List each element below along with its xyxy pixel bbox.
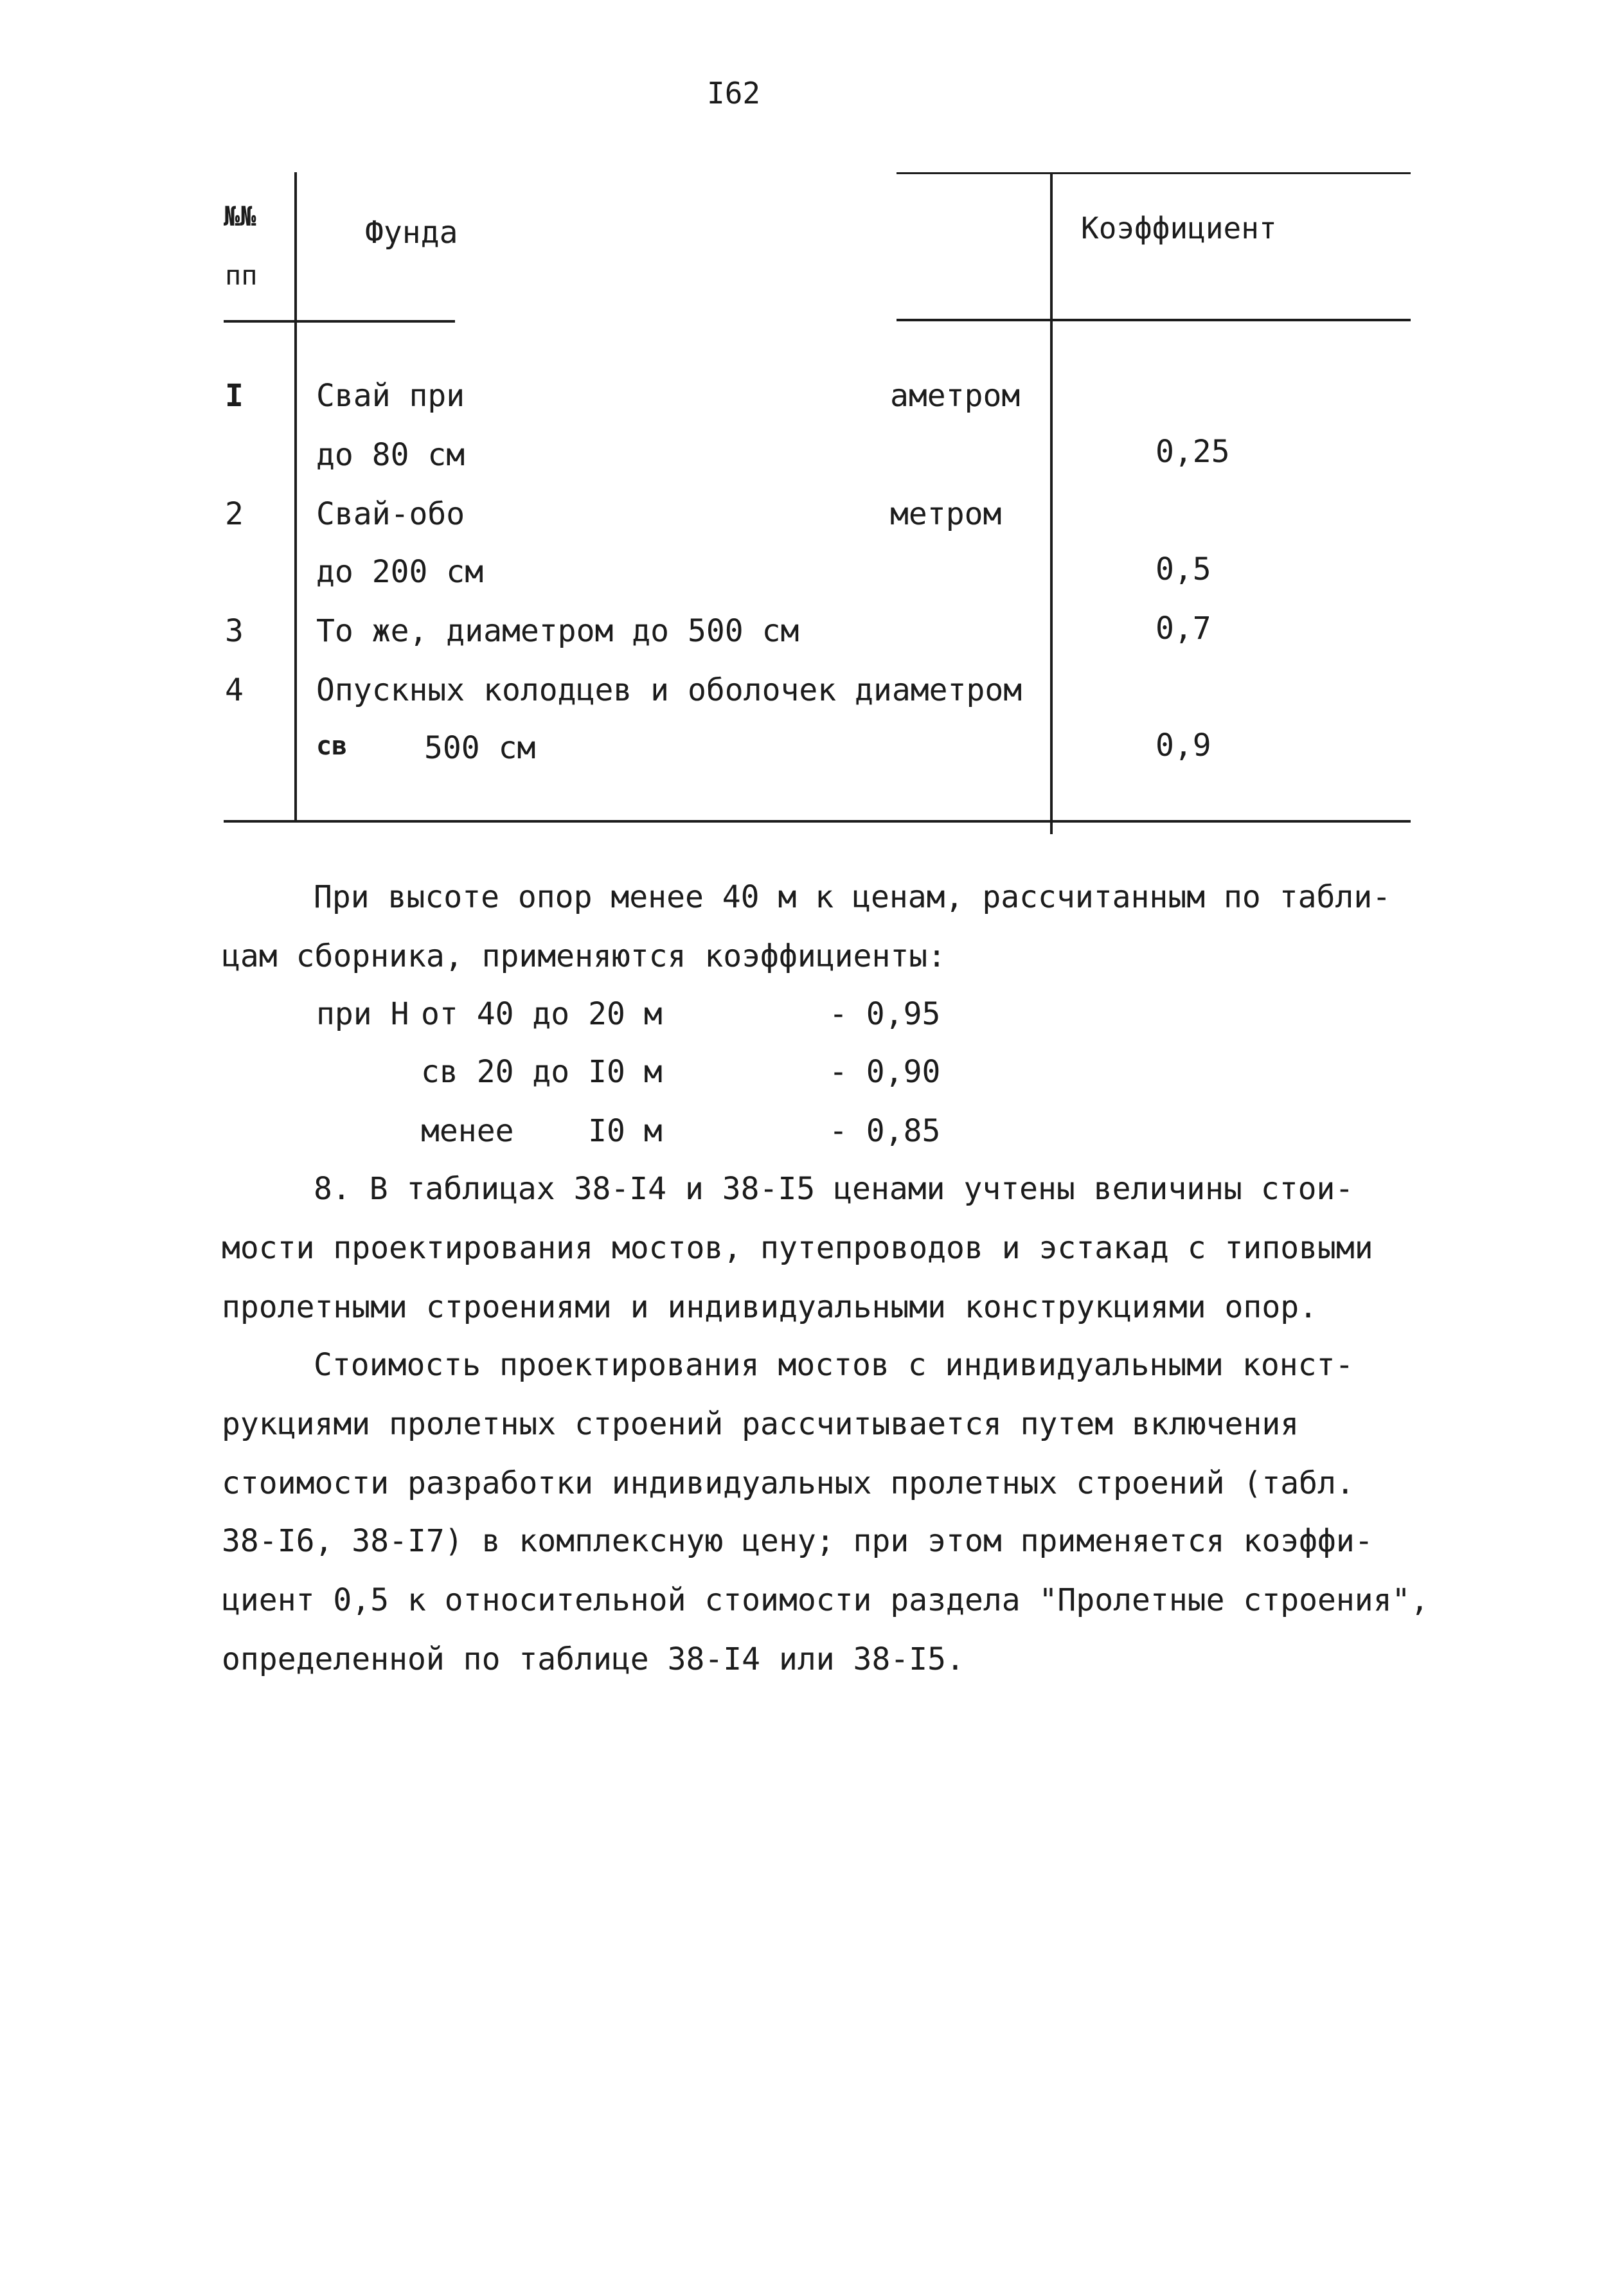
table-col-separator-1 [294, 172, 297, 821]
paragraph-line: циент 0,5 к относительной стоимости раздела "Пролетные строения", [222, 1582, 1429, 1618]
table-top-rule-right [897, 172, 1411, 174]
row-number: I [225, 378, 244, 414]
header-foundation: Фунда [365, 215, 458, 251]
row-text-right: аметром [890, 378, 1021, 414]
paragraph-line: мости проектирования мостов, путепроводов и эстакад с типовыми [222, 1230, 1373, 1266]
paragraph-line: 38-I6, 38-I7) в комплексную цену; при этом применяется коэффи- [222, 1523, 1373, 1559]
coef-value: - 0,90 [829, 1054, 941, 1090]
header-coefficient: Коэффициент [1081, 211, 1277, 245]
paragraph-line: рукциями пролетных строений рассчитывается путем включения [222, 1406, 1299, 1442]
header-num: №№ [224, 201, 256, 232]
coef-value: - 0,95 [829, 996, 941, 1032]
row-coefficient: 0,7 [1156, 611, 1211, 647]
row-number: 2 [225, 496, 244, 532]
paragraph-line: определенной по таблице 38-I4 или 38-I5. [222, 1641, 965, 1677]
paragraph-line: 8. В таблицах 38-I4 и 38-I5 ценами учтены величины стои- [314, 1171, 1354, 1207]
row-text: То же, диаметром до 500 см [316, 613, 799, 649]
row-number: 3 [225, 613, 244, 649]
row-text: до 80 см [316, 437, 465, 473]
paragraph-line: стоимости разработки индивидуальных пролетных строений (табл. [222, 1465, 1355, 1501]
coef-range: св 20 до I0 м [421, 1054, 663, 1090]
row-coefficient: 0,5 [1156, 551, 1211, 587]
table-bottom-rule [224, 820, 1411, 823]
row-coefficient: 0,9 [1156, 727, 1211, 763]
coef-value: - 0,85 [829, 1113, 941, 1149]
row-text-prefix: св [316, 731, 348, 761]
row-text: 500 см [424, 730, 536, 766]
paragraph-line: пролетными строениями и индивидуальными конструкциями опор. [222, 1289, 1318, 1325]
row-coefficient: 0,25 [1156, 434, 1230, 470]
coef-prefix: при Н [316, 996, 409, 1032]
table-header-rule-left [224, 320, 455, 323]
table-col-separator-2 [1050, 172, 1053, 834]
table-header-rule-right [897, 319, 1411, 321]
page-number: I62 [707, 76, 761, 111]
coef-range: менее I0 м [421, 1113, 663, 1149]
paragraph-line: При высоте опор менее 40 м к ценам, рассчитанным по табли- [314, 879, 1391, 915]
paragraph-line: цам сборника, применяются коэффициенты: [222, 938, 947, 974]
row-text: Опускных колодцев и оболочек диаметром [316, 672, 1022, 708]
row-text: до 200 см [316, 554, 484, 590]
row-text: Свай при [316, 378, 465, 414]
row-text: Свай-обо [316, 496, 465, 532]
row-number: 4 [225, 672, 244, 708]
coef-range: от 40 до 20 м [421, 996, 663, 1032]
paragraph-line: Стоимость проектирования мостов с индивидуальными конст- [314, 1347, 1354, 1383]
header-num-pp: пп [225, 260, 258, 291]
row-text-right: метром [890, 496, 1002, 532]
